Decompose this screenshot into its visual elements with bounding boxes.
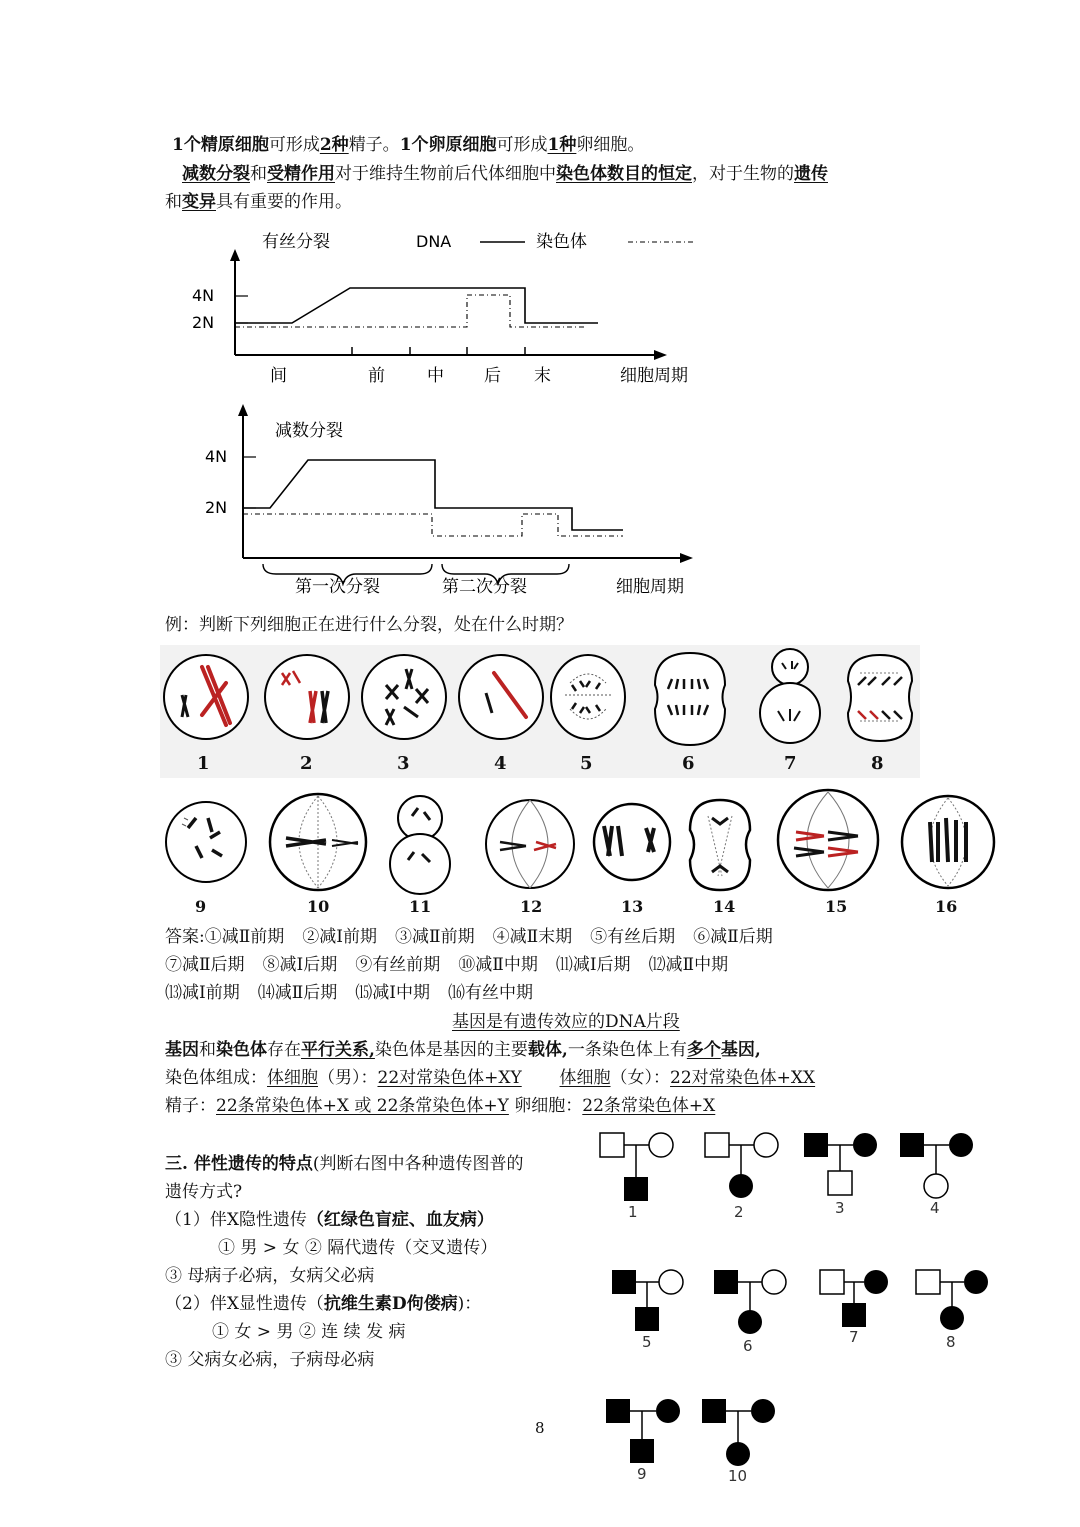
line1-segment: 2种: [319, 135, 349, 155]
brace-label-first: 第一次分裂: [295, 577, 380, 597]
cell-13: [594, 804, 670, 880]
answer-13: ⒀减Ⅰ前期: [165, 983, 240, 1003]
line2-segment: 减数分裂: [182, 164, 250, 184]
chrom-line2-segment: 精子：: [165, 1096, 216, 1116]
chrom-line1-segment: 染色体组成：: [165, 1068, 267, 1088]
answer-6: ⑥减Ⅱ后期: [693, 927, 773, 947]
cell-5: [551, 655, 625, 739]
graph1-legend-chrom: 染色体: [536, 232, 587, 252]
pedigree-7: [820, 1270, 888, 1346]
x-dominant-label: （2）伴X显性遗传（: [165, 1294, 324, 1314]
gene-chromosome-line: [165, 1038, 761, 1062]
chrom-line1-segment: 22对常染色体+XY: [377, 1068, 522, 1088]
answer-8: ⑧减Ⅰ后期: [262, 955, 338, 975]
line2-segment: ，对于生物的: [692, 164, 794, 184]
gene-line-segment: 平行关系,: [301, 1040, 375, 1060]
section3-heading-rest: (判断右图中各种遗传图普的: [312, 1154, 524, 1174]
cell-16: [902, 796, 994, 888]
cell-14: [690, 800, 750, 890]
x-axis-title: 细胞周期: [616, 577, 684, 597]
y-axis-arrow: [230, 249, 240, 261]
pedigree-5: [612, 1270, 683, 1351]
cell-number-11: 11: [409, 897, 432, 916]
cell-number-7: 7: [784, 753, 797, 774]
dna-curve: [243, 460, 623, 530]
meiosis-graph: [180, 396, 720, 601]
gene-line-segment: 染色体是基因的主要: [374, 1040, 528, 1060]
line1-segment: 1个: [399, 135, 429, 155]
x-recessive-label: （1）伴X隐性遗传: [165, 1210, 307, 1230]
cell-number-3: 3: [397, 753, 410, 774]
graph2-title: 减数分裂: [275, 421, 343, 441]
pedigree-number-3: 3: [835, 1199, 845, 1217]
answers-row-2: [165, 953, 746, 977]
chrom-line1-segment: [522, 1068, 560, 1088]
answers-row-3: [165, 981, 551, 1005]
cell-9: [166, 802, 246, 882]
answer-7: ⑦减Ⅱ后期: [165, 955, 245, 975]
cell-4: [459, 655, 543, 739]
cell-number-1: 1: [197, 753, 210, 774]
pedigree-number-1: 1: [628, 1203, 638, 1221]
pedigree-number-4: 4: [930, 1199, 940, 1217]
pedigree-8: [916, 1270, 988, 1351]
y-label-2n: 2N: [205, 498, 228, 517]
answers-row-1: [165, 925, 791, 949]
cell-number-14: 14: [713, 897, 736, 916]
gene-definition: 基因是有遗传效应的DNA片段: [452, 1012, 680, 1032]
chrom-line1-segment: （女）：: [610, 1068, 671, 1088]
pedigree-10: [702, 1399, 775, 1485]
cell-1: [164, 655, 248, 739]
gene-line-segment: 存在: [267, 1040, 301, 1060]
pedigree-9: [606, 1399, 680, 1483]
cell-number-12: 12: [520, 897, 543, 916]
x-recessive-points: ① 男 > 女 ② 隔代遗传（交叉遗传）: [218, 1238, 498, 1258]
y-label-4n: 4N: [205, 447, 228, 466]
cell-3: [362, 655, 446, 739]
chromosome-composition-line: [165, 1066, 815, 1090]
pedigree-2: [705, 1133, 778, 1221]
pedigree-number-2: 2: [734, 1203, 744, 1221]
line3-segment: 变异: [182, 192, 216, 212]
gene-line-segment: 载体,: [527, 1040, 568, 1060]
pedigree-number-10: 10: [728, 1467, 748, 1485]
answer-16: ⒃有丝中期: [448, 983, 533, 1003]
pedigree-1: [600, 1133, 673, 1221]
x-label-metaphase: 中: [427, 366, 444, 386]
chrom-line1-segment: 22对常染色体+XX: [670, 1068, 816, 1088]
x-recessive-point-3: ③ 母病子必病，女病父必病: [165, 1266, 375, 1286]
x-recessive-heading: [165, 1208, 494, 1232]
gene-line-segment: 染色体: [216, 1040, 267, 1060]
cell-number-15: 15: [825, 897, 848, 916]
pedigree-number-5: 5: [642, 1333, 652, 1351]
cell-12: [486, 800, 574, 888]
line3-segment: 和: [165, 192, 182, 212]
pedigree-number-8: 8: [946, 1333, 956, 1351]
answer-12: ⑿减Ⅱ中期: [648, 955, 729, 975]
cell-number-10: 10: [307, 897, 330, 916]
pedigree-number-7: 7: [849, 1328, 859, 1346]
brace-label-second: 第二次分裂: [442, 577, 527, 597]
cell-diagrams-row-1: [160, 645, 920, 780]
y-label-2n: 2N: [192, 313, 215, 332]
line2-segment: 对于维持生物前后代体细胞中: [335, 164, 556, 184]
y-axis-arrow: [238, 404, 248, 416]
chrom-line1-segment: 体细胞: [267, 1068, 318, 1088]
cell-8: [848, 655, 912, 741]
gamete-chromosome-line: [165, 1094, 715, 1118]
cell-number-16: 16: [935, 897, 958, 916]
cell-diagrams-row-2: [160, 788, 1010, 900]
section3-heading: [165, 1152, 523, 1176]
line1-segment: 精原细胞: [200, 135, 269, 155]
line2-segment: 遗传: [794, 164, 828, 184]
cell-15: [778, 790, 878, 890]
x-dominant-point-3: ③ 父病女必病，子病母必病: [165, 1350, 375, 1370]
cell-11: [390, 796, 450, 894]
x-dominant-examples: 抗维生素D佝偻病: [323, 1294, 458, 1314]
answer-1: 答案:①减Ⅱ前期: [165, 927, 285, 947]
section3-heading-line2: 遗传方式?: [165, 1182, 243, 1202]
chrom-line2-segment: 22条常染色体+X: [582, 1096, 716, 1116]
pedigree-3: [804, 1133, 877, 1217]
mitosis-graph: [180, 225, 720, 390]
x-recessive-examples: （红绿色盲症、血友病）: [306, 1210, 494, 1230]
x-label-anaphase: 后: [484, 366, 501, 386]
line2-segment: 染色体数目的恒定: [556, 164, 692, 184]
x-axis-title: 细胞周期: [620, 366, 688, 386]
gene-line-segment: 基因,: [720, 1040, 761, 1060]
section3-heading-title: 三. 伴性遗传的特点: [165, 1154, 313, 1174]
pedigree-number-9: 9: [637, 1465, 647, 1483]
line1-segment: 卵细胞。: [576, 135, 645, 155]
gene-line-segment: 多个: [686, 1040, 721, 1060]
line3-segment: 具有重要的作用。: [216, 192, 352, 212]
x-dominant-close: )：: [457, 1294, 482, 1314]
cell-number-8: 8: [871, 753, 884, 774]
cell-number-9: 9: [195, 897, 207, 916]
graph1-legend-dna: DNA: [416, 232, 452, 251]
line2-segment: 和: [250, 164, 267, 184]
answer-11: ⑾减Ⅰ后期: [555, 955, 631, 975]
y-label-4n: 4N: [192, 286, 215, 305]
x-dominant-points: ① 女 > 男 ② 连 续 发 病: [212, 1322, 406, 1342]
example-question: 例：判断下列细胞正在进行什么分裂，处在什么时期？: [165, 615, 573, 635]
x-axis-arrow: [680, 553, 693, 563]
answer-4: ④减Ⅱ末期: [492, 927, 573, 947]
pedigree-4: [900, 1133, 973, 1217]
line1-segment: 可形成: [268, 135, 320, 155]
cell-number-6: 6: [682, 753, 695, 774]
x-label-prophase: 前: [368, 366, 385, 386]
cell-6: [655, 653, 725, 745]
answer-15: ⒂减Ⅰ中期: [355, 983, 430, 1003]
line1-segment: 卵原细胞: [428, 135, 497, 155]
cell-number-2: 2: [300, 753, 313, 774]
line2-segment: 受精作用: [267, 164, 335, 184]
answer-5: ⑤有丝后期: [590, 927, 676, 947]
answer-3: ③减Ⅱ前期: [395, 927, 475, 947]
chrom-line2-segment: 22条常染色体+X 或 22条常染色体+Y: [216, 1096, 509, 1116]
line1-segment: 1个: [172, 135, 201, 155]
answer-2: ②减Ⅰ前期: [302, 927, 378, 947]
chromosome-curve: [243, 514, 623, 536]
line1-segment: 1种: [547, 135, 577, 155]
cell-number-4: 4: [494, 753, 507, 774]
cell-number-5: 5: [580, 753, 593, 774]
x-label-telophase: 末: [534, 366, 551, 386]
intro-line-1: [172, 133, 644, 157]
answer-9: ⑨有丝前期: [355, 955, 441, 975]
x-axis-arrow: [654, 350, 667, 360]
line1-segment: 精子。: [348, 135, 400, 155]
gene-line-segment: 基因: [165, 1040, 199, 1060]
pedigree-number-6: 6: [743, 1337, 753, 1355]
intro-line-2: [182, 162, 828, 186]
gene-line-segment: 一条染色体上有: [567, 1040, 687, 1060]
chrom-line2-segment: 卵细胞：: [508, 1096, 583, 1116]
x-label-interphase: 间: [270, 366, 287, 386]
gene-line-segment: 和: [199, 1040, 216, 1060]
x-dominant-heading: [165, 1292, 481, 1316]
intro-line-3: [165, 190, 352, 214]
page-number: 8: [535, 1419, 545, 1437]
answer-10: ⑩减Ⅱ中期: [458, 955, 538, 975]
line1-segment: 可形成: [496, 135, 548, 155]
pedigree-charts: [590, 1125, 1000, 1495]
chrom-line1-segment: （男）：: [318, 1068, 378, 1088]
cell-number-13: 13: [621, 897, 644, 916]
chrom-line1-segment: 体细胞: [559, 1068, 611, 1088]
graph1-title: 有丝分裂: [262, 232, 330, 252]
cell-2: [265, 655, 349, 739]
pedigree-6: [714, 1270, 786, 1355]
cell-10: [270, 794, 366, 890]
dna-curve: [235, 288, 598, 323]
answer-14: ⒁减Ⅱ后期: [257, 983, 338, 1003]
